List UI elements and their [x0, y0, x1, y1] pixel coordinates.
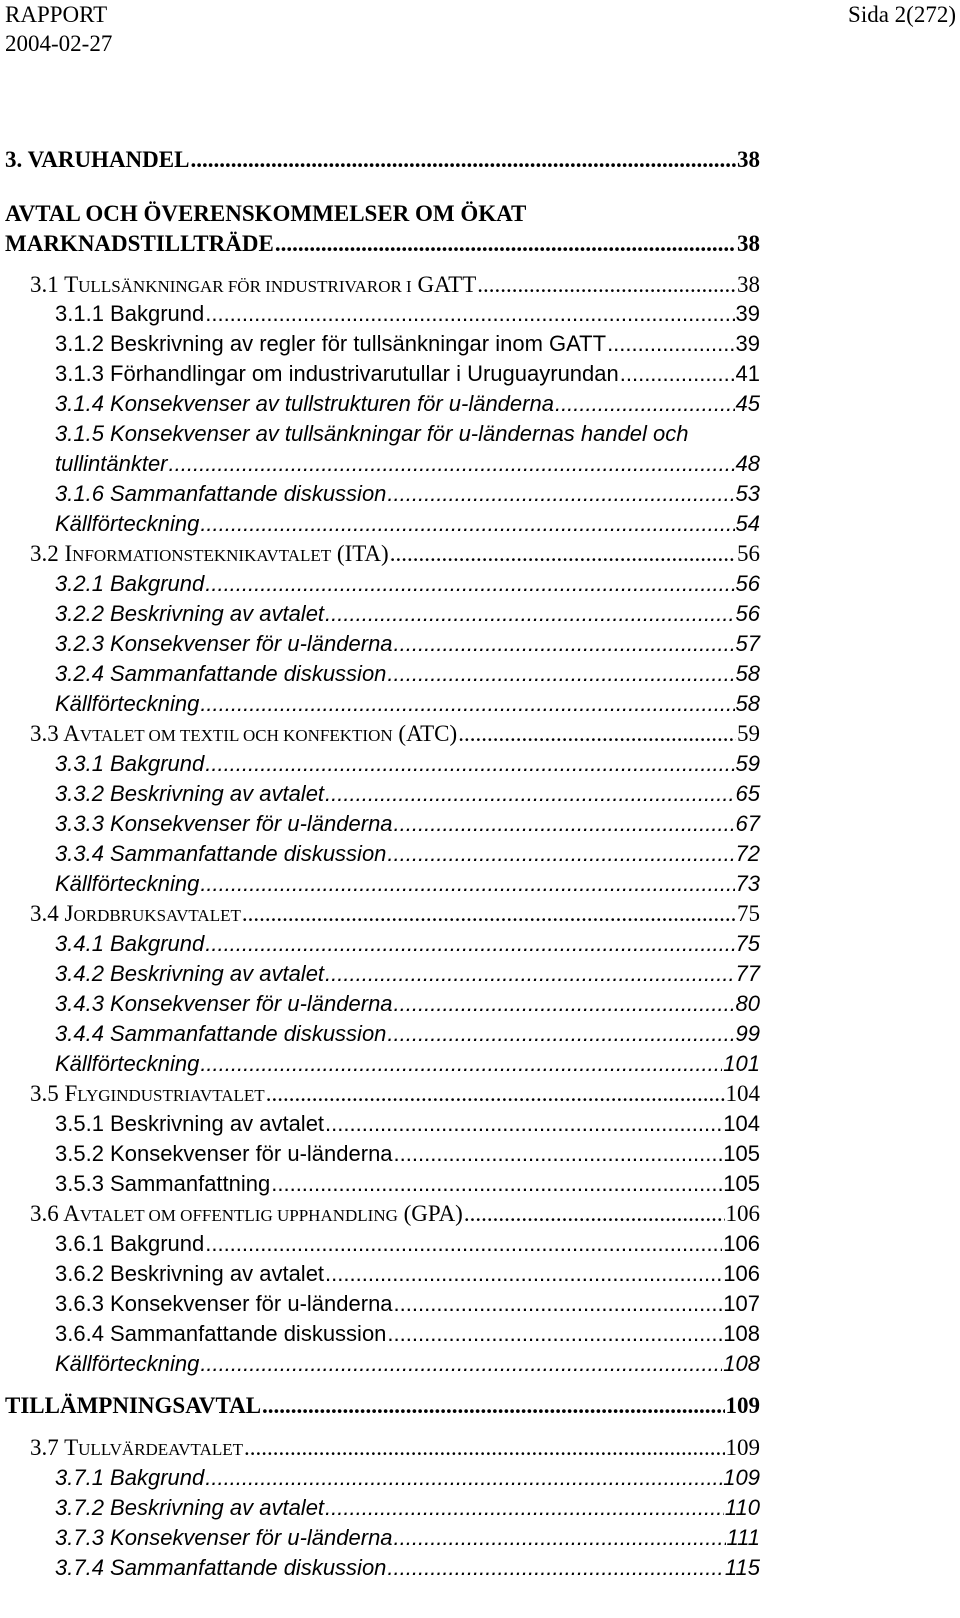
toc-entry-page: 101: [723, 1051, 760, 1076]
toc-entry-chapter[interactable]: [5, 1391, 760, 1421]
toc-entry-page: 58: [735, 661, 760, 686]
toc-entry-page: 39: [735, 301, 760, 326]
toc-entry-title: 3.7.2 Beskrivning av avtalet: [55, 1495, 325, 1520]
toc-entry-title: 3.1.1 Bakgrund: [55, 301, 205, 326]
toc-entry-subsection[interactable]: [55, 629, 760, 659]
toc-entry-title: 3.3.1 Bakgrund: [55, 751, 205, 776]
toc-entry-title: 3.7.4 Sammanfattande diskussion: [55, 1555, 387, 1580]
toc-entry-subsection[interactable]: [55, 1139, 760, 1169]
toc-section-title: LYGINDUSTRIAVTALET: [77, 1086, 265, 1105]
toc-entry-page: 48: [735, 451, 760, 476]
toc-section-initial: A: [63, 1201, 80, 1226]
toc-section-number: 3.3: [30, 721, 64, 746]
toc-section-initial: T: [64, 272, 79, 297]
toc-entry-section[interactable]: [30, 1079, 760, 1109]
toc-entry-title: 3.7.1 Bakgrund: [55, 1465, 205, 1490]
toc-entry-page: 72: [735, 841, 760, 866]
toc-entry-title: 3.6.1 Bakgrund: [55, 1231, 205, 1256]
toc-entry-chapter[interactable]: [5, 229, 760, 259]
toc-section-tail: (ITA): [331, 541, 389, 566]
toc-entry-title: 3.5.2 Konsekvenser för u-länderna: [55, 1141, 393, 1166]
toc-section-tail: (GPA): [397, 1201, 463, 1226]
toc-entry-title: Källförteckning: [55, 1351, 200, 1376]
toc-entry-section[interactable]: [30, 539, 760, 569]
toc-entry-page: 58: [735, 691, 760, 716]
toc-entry-page: 109: [725, 1435, 760, 1460]
toc-entry-subsection[interactable]: [55, 1049, 760, 1079]
page-number: Sida 2(272): [848, 2, 956, 27]
toc-entry-subsection[interactable]: [55, 869, 760, 899]
toc-entry-title: 3.2.3 Konsekvenser för u-länderna: [55, 631, 393, 656]
toc-entry-page: 99: [735, 1021, 760, 1046]
toc-entry-subsection[interactable]: [55, 749, 760, 779]
toc-entry-title: 3.1.3 Förhandlingar om industrivarutullar i Uruguayrundan: [55, 361, 619, 386]
toc-entry-page: 38: [737, 272, 760, 297]
toc-entry-title: Källförteckning: [55, 1051, 200, 1076]
toc-entry-title: AVTAL OCH ÖVERENSKOMMELSER OM ÖKAT: [5, 201, 527, 226]
toc-section-title: ULLVÄRDEAVTALET: [78, 1440, 244, 1459]
toc-entry-page: 106: [723, 1231, 760, 1256]
toc-entry-subsection[interactable]: [55, 1109, 760, 1139]
toc-entry-page: 67: [735, 811, 760, 836]
toc-entry-page: 106: [725, 1201, 760, 1226]
toc-entry-page: 75: [735, 931, 760, 956]
toc-section-tail: GATT: [411, 272, 477, 297]
toc-entry-subsection[interactable]: [55, 1019, 760, 1049]
toc-entry-page: 38: [737, 231, 760, 256]
toc-entry-title: 3.2.4 Sammanfattande diskussion: [55, 661, 387, 686]
toc-entry-section[interactable]: [30, 899, 760, 929]
toc-entry-chapter[interactable]: [5, 199, 760, 229]
toc-entry-page: 41: [735, 361, 760, 386]
toc-entry-title: Källförteckning: [55, 511, 200, 536]
toc-section-initial: I: [64, 541, 73, 566]
toc-entry-page: 38: [737, 147, 760, 172]
toc-entry-title: Källförteckning: [55, 871, 200, 896]
toc-entry-title: 3.2.1 Bakgrund: [55, 571, 205, 596]
toc-entry-page: 65: [735, 781, 760, 806]
toc-entry-page: 110: [724, 1495, 760, 1520]
toc-entry-subsection[interactable]: [55, 659, 760, 689]
toc-entry-subsection[interactable]: [55, 419, 760, 449]
toc-section-number: 3.6: [30, 1201, 64, 1226]
toc-entry-title: 3. VARUHANDEL: [5, 147, 190, 172]
toc-entry-section[interactable]: [30, 270, 760, 300]
toc-entry-title: 3.1.5 Konsekvenser av tullsänkningar för u-ländernas handel och: [55, 421, 689, 446]
toc-entry-title: 3.3.2 Beskrivning av avtalet: [55, 781, 325, 806]
toc-entry-page: 80: [735, 991, 760, 1016]
toc-entry-title: 3.6.3 Konsekvenser för u-länderna: [55, 1291, 393, 1316]
toc-entry-subsection[interactable]: [55, 569, 760, 599]
toc-entry-subsection[interactable]: [55, 989, 760, 1019]
toc-entry-section[interactable]: [30, 719, 760, 749]
toc-entry-subsection[interactable]: [55, 1319, 760, 1349]
toc-entry-page: 77: [735, 961, 760, 986]
toc-section-number: 3.4: [30, 901, 65, 926]
toc-entry-page: 108: [723, 1321, 760, 1346]
toc-entry-page: 59: [735, 751, 760, 776]
toc-section-number: 3.7: [30, 1435, 65, 1460]
toc-entry-title: 3.3.3 Konsekvenser för u-länderna: [55, 811, 393, 836]
toc-section-initial: A: [63, 721, 80, 746]
toc-entry-title: 3.6.4 Sammanfattande diskussion: [55, 1321, 387, 1346]
toc-entry-title: 3.4.2 Beskrivning av avtalet: [55, 961, 325, 986]
toc-entry-title: 3.1.6 Sammanfattande diskussion: [55, 481, 387, 506]
toc-entry-title: MARKNADSTILLTRÄDE: [5, 231, 274, 256]
toc-entry-subsection[interactable]: [55, 839, 760, 869]
toc-section-title: VTALET OM OFFENTLIG UPPHANDLING: [79, 1206, 398, 1225]
toc-entry-title: 3.5.3 Sammanfattning: [55, 1171, 271, 1196]
toc-entry-title: 3.4.1 Bakgrund: [55, 931, 205, 956]
toc-entry-page: 73: [735, 871, 760, 896]
toc-entry-chapter[interactable]: [5, 145, 760, 175]
toc-section-initial: T: [64, 1435, 79, 1460]
toc-entry-title: 3.5.1 Beskrivning av avtalet: [55, 1111, 325, 1136]
toc-entry-page: 104: [725, 1081, 760, 1106]
toc-entry-title: Källförteckning: [55, 691, 200, 716]
toc-entry-page: 59: [737, 721, 760, 746]
toc-entry-page: 45: [735, 391, 760, 416]
toc-entry-subsection[interactable]: [55, 1463, 760, 1493]
toc-section-title: NFORMATIONSTEKNIKAVTALET: [72, 546, 332, 565]
report-date: 2004-02-27: [5, 31, 113, 56]
toc-entry-subsection[interactable]: [55, 389, 760, 419]
toc-entry-page: 56: [737, 541, 760, 566]
toc-entry-page: 39: [735, 331, 760, 356]
toc-entry-section[interactable]: [30, 1433, 760, 1463]
toc-section-number: 3.5: [30, 1081, 65, 1106]
toc-section-initial: J: [64, 901, 74, 926]
toc-entry-subsection[interactable]: [55, 1553, 760, 1583]
toc-entry-subsection[interactable]: [55, 449, 760, 479]
toc-entry-section[interactable]: [30, 1199, 760, 1229]
toc-entry-subsection[interactable]: [55, 809, 760, 839]
toc-section-number: 3.2: [30, 541, 65, 566]
toc-entry-subsection[interactable]: [55, 1289, 760, 1319]
toc-entry-subsection[interactable]: [55, 1169, 760, 1199]
toc-entry-page: 105: [723, 1141, 760, 1166]
toc-entry-subsection[interactable]: [55, 779, 760, 809]
toc-entry-page: 106: [723, 1261, 760, 1286]
toc-entry-title: TILLÄMPNINGSAVTAL: [5, 1393, 262, 1418]
toc-section-title: VTALET OM TEXTIL OCH KONFEKTION: [79, 726, 393, 745]
toc-entry-subsection[interactable]: [55, 1229, 760, 1259]
toc-entry-title: 3.6.2 Beskrivning av avtalet: [55, 1261, 325, 1286]
toc-entry-subsection[interactable]: [55, 599, 760, 629]
toc-entry-page: 107: [723, 1291, 760, 1316]
toc-entry-subsection[interactable]: [55, 1493, 760, 1523]
toc-entry-subsection[interactable]: [55, 689, 760, 719]
toc-entry-page: 111: [726, 1525, 760, 1550]
toc-entry-page: 53: [735, 481, 760, 506]
toc-section-tail: (ATC): [392, 721, 458, 746]
toc-entry-subsection[interactable]: [55, 479, 760, 509]
toc-entry-title: 3.2.2 Beskrivning av avtalet: [55, 601, 325, 626]
toc-entry-page: 104: [723, 1111, 760, 1136]
report-label: RAPPORT: [5, 2, 108, 27]
toc-entry-subsection[interactable]: [55, 509, 760, 539]
toc-entry-title: 3.7.3 Konsekvenser för u-länderna: [55, 1525, 393, 1550]
toc-entry-subsection[interactable]: [55, 329, 760, 359]
toc-section-title: ORDBRUKSAVTALET: [73, 906, 241, 925]
toc-entry-page: 105: [723, 1171, 760, 1196]
toc-entry-subsection[interactable]: [55, 1523, 760, 1553]
toc-entry-page: 109: [723, 1465, 760, 1490]
toc-entry-subsection[interactable]: [55, 959, 760, 989]
toc-entry-title: 3.1.2 Beskrivning av regler för tullsänkningar inom GATT: [55, 331, 607, 356]
toc-entry-page: 108: [723, 1351, 760, 1376]
toc-entry-page: 57: [735, 631, 760, 656]
toc-entry-subsection[interactable]: [55, 359, 760, 389]
toc-section-number: 3.1: [30, 272, 65, 297]
toc-entry-page: 75: [737, 901, 760, 926]
toc-section-initial: F: [64, 1081, 78, 1106]
toc-entry-page: 56: [735, 601, 760, 626]
toc-entry-title: 3.4.3 Konsekvenser för u-länderna: [55, 991, 393, 1016]
toc-entry-page: 109: [725, 1393, 760, 1418]
toc-entry-title: tullintänkter: [55, 451, 168, 476]
toc-entry-title: 3.4.4 Sammanfattande diskussion: [55, 1021, 387, 1046]
toc-entry-page: 115: [724, 1555, 760, 1580]
toc-entry-subsection[interactable]: [55, 1259, 760, 1289]
toc-section-title: ULLSÄNKNINGAR FÖR INDUSTRIVAROR I: [78, 277, 412, 296]
toc-entry-page: 54: [735, 511, 760, 536]
toc-entry-subsection[interactable]: [55, 929, 760, 959]
toc-entry-subsection[interactable]: [55, 299, 760, 329]
toc-entry-subsection[interactable]: [55, 1349, 760, 1379]
toc-entry-title: 3.1.4 Konsekvenser av tullstrukturen för u-länderna: [55, 391, 554, 416]
toc-entry-title: 3.3.4 Sammanfattande diskussion: [55, 841, 387, 866]
toc-entry-page: 56: [735, 571, 760, 596]
